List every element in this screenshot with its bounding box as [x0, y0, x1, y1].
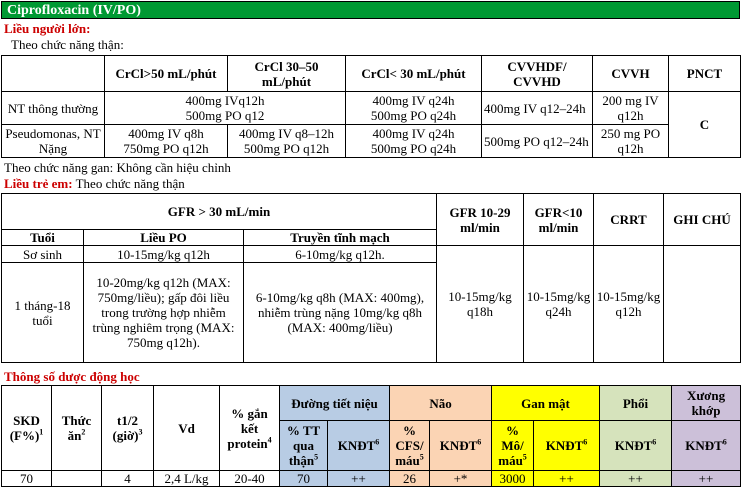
value-kndt-3: ++ [534, 471, 600, 487]
infant-age: 1 tháng-18 tuổi [2, 263, 84, 363]
row-label-severe: Pseudomonas, NT Nặng [2, 125, 105, 158]
header-urinary: Đường tiết niệu [280, 386, 390, 421]
infant-iv: 6-10mg/kg q8h (MAX: 400mg), nhiễm trùng nặng 10mg/kg q8h (MAX: 400mg/liều) [244, 263, 437, 363]
hepatic-note: Theo chức năng gan: Không cần hiệu chỉnh [4, 160, 231, 175]
header-kndt-5: KNĐT$^6$ [672, 421, 741, 471]
header-cvvhdf: CVVHDF/ CVVHD [482, 56, 593, 92]
header-pnct: PNCT [669, 56, 741, 92]
dose-normal-cvvhdf: 400mg IV q12–24h [482, 92, 593, 125]
pk-table [1, 385, 741, 487]
header-gfr-lt10: GFR<10 ml/min [524, 194, 594, 246]
gfr-lt10-dose: 10-15mg/kg q24h [524, 246, 594, 363]
pnct-value: C [669, 92, 741, 158]
header-kndt-4: KNĐT$^6$ [600, 421, 672, 471]
header-crcl-gt50: CrCl>50 mL/phút [105, 56, 228, 92]
child-dose-table [1, 193, 741, 363]
sub-po: Liều PO [84, 230, 244, 246]
header-crcl-lt30: CrCl< 30 mL/phút [346, 56, 482, 92]
value-skd: 70 [2, 471, 52, 487]
row-label-normal: NT thông thường [2, 92, 105, 125]
header-cvvh: CVVH [593, 56, 669, 92]
adult-heading: Liều người lớn: [4, 21, 91, 36]
sub-age: Tuổi [2, 230, 84, 246]
dose-severe-lt30: 400mg IV q24h 500mg PO q24h [346, 125, 482, 158]
pk-heading: Thông số dược động học [4, 369, 140, 384]
header-t12: t1/2 (giờ)$^3$ [102, 386, 154, 471]
header-food: Thức $ăn^2$ [52, 386, 102, 471]
value-kndt-5: ++ [672, 471, 741, 487]
header-mo: % Mô/ máu$^5$ [492, 421, 534, 471]
header-protein: % gắn kết protein$^4$ [220, 386, 280, 471]
value-kndt-4: ++ [600, 471, 672, 487]
drug-title: Ciprofloxacin (IV/PO) [1, 1, 740, 19]
header-crcl-30-50: CrCl 30–50 mL/phút [228, 56, 346, 92]
value-tt: 70 [280, 471, 328, 487]
header-kndt-2: KNĐT$^6$ [430, 421, 492, 471]
header-vd: Vd [154, 386, 220, 471]
header-lung: Phổi [600, 386, 672, 421]
header-brain: Não [390, 386, 492, 421]
header-liver: Gan mật [492, 386, 600, 421]
neonate-age: Sơ sinh [2, 246, 84, 263]
child-heading: Liều trẻ em: Theo chức năng thận [4, 176, 185, 191]
value-vd: 2,4 L/kg [154, 471, 220, 487]
value-mo: 3000 [492, 471, 534, 487]
header-skd: SKD $(F\%)^1$ [2, 386, 52, 471]
sub-iv: Truyền tĩnh mạch [244, 230, 437, 246]
value-food [52, 471, 102, 487]
renal-note: Theo chức năng thận: [11, 37, 124, 52]
gfr-10-29-dose: 10-15mg/kg q18h [437, 246, 524, 363]
value-cfs: 26 [390, 471, 430, 487]
header-bone: Xương khớp [672, 386, 741, 421]
header-gfr-10-29: GFR 10-29 ml/min [437, 194, 524, 246]
neonate-iv: 6-10mg/kg q12h. [244, 246, 437, 263]
dose-normal-cvvh: 200 mg IV q12h [593, 92, 669, 125]
header-kndt-3: KNĐT$^6$ [534, 421, 600, 471]
dose-normal-gt30: 400mg IVq12h 500mg PO q12 [105, 92, 346, 125]
adult-dose-table [1, 55, 741, 158]
value-t12: 4 [102, 471, 154, 487]
value-kndt-1: ++ [328, 471, 390, 487]
header-gfr-gt30: GFR > 30 mL/min [2, 194, 437, 230]
header-notes: GHI CHÚ [664, 194, 741, 246]
crrt-dose: 10-15mg/kg q12h [594, 246, 664, 363]
dose-normal-lt30: 400mg IV q24h 500mg PO q24h [346, 92, 482, 125]
dose-severe-30-50: 400mg IV q8–12h 500mg PO q12h [228, 125, 346, 158]
dose-severe-cvvh: 250 mg PO q12h [593, 125, 669, 158]
value-protein: 20-40 [220, 471, 280, 487]
value-kndt-2: +* [430, 471, 492, 487]
header-cfs: % CFS/ máu$^5$ [390, 421, 430, 471]
infant-po: 10-20mg/kg q12h (MAX: 750mg/liều); gấp đôi liều trong trường hợp nhiễm trùng nghiêm trọng (MAX: 750mg q12h). [84, 263, 244, 363]
dose-severe-gt50: 400mg IV q8h 750mg PO q12h [105, 125, 228, 158]
header-tt: % TT qua thận$^5$ [280, 421, 328, 471]
neonate-po: 10-15mg/kg q12h [84, 246, 244, 263]
dose-severe-cvvhdf: 500mg PO q12–24h [482, 125, 593, 158]
header-kndt-1: KNĐT$^6$ [328, 421, 390, 471]
header-crrt: CRRT [594, 194, 664, 246]
